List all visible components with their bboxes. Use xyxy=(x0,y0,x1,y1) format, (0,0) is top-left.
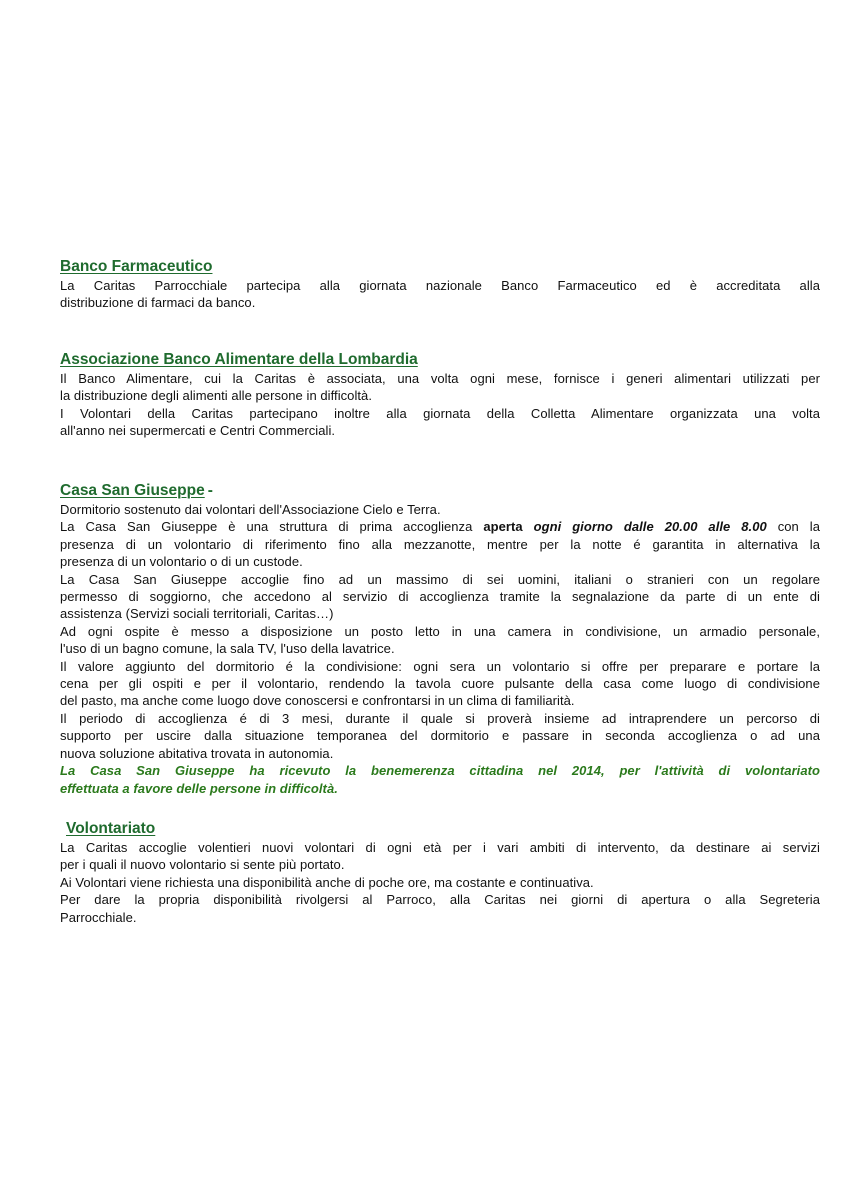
paragraph-line: Dormitorio sostenuto dai volontari dell'Associazione Cielo e Terra. xyxy=(60,502,441,517)
paragraph-line: Parrocchiale. xyxy=(60,909,137,925)
paragraph-line: I Volontari della Caritas partecipano inoltre alla giornata della Colletta Alimentare organizzata una volta xyxy=(60,405,820,421)
paragraph-line: l'uso di un bagno comune, la sala TV, l'uso della lavatrice. xyxy=(60,641,395,657)
paragraph-line: nuova soluzione abitativa trovata in autonomia. xyxy=(60,745,334,761)
section-title: Associazione Banco Alimentare della Lombardia xyxy=(60,351,418,368)
text-run: con la xyxy=(766,519,820,535)
text-run-bold: aperta xyxy=(483,519,534,535)
paragraph-line: presenza di un volontario di riferimento fino alla mezzanotte, mentre per la notte é garantita in alternativa la xyxy=(60,536,820,552)
paragraph-line: Il valore aggiunto del dormitorio é la condivisione: ogni sera un volontario si offre per preparare e portare la xyxy=(60,658,820,674)
section-title-suffix: - xyxy=(207,482,213,499)
paragraph-line: Il periodo di accoglienza é di 3 mesi, durante il quale si proverà insieme ad intraprendere un percorso di xyxy=(60,710,820,726)
paragraph-line: Ad ogni ospite è messo a disposizione un posto letto in una camera in condivisione, un armadio personale, xyxy=(60,623,820,639)
paragraph-line: La Caritas accoglie volentieri nuovi volontari di ogni età per i vari ambiti di intervento, da destinare ai servizi xyxy=(60,840,820,855)
paragraph-line: supporto per uscire dalla situazione temporanea del dormitorio e passare in seconda accoglienza o ad una xyxy=(60,728,820,744)
paragraph-line: permesso di soggiorno, che accedono al servizio di accoglienza tramite la segnalazione da parte di un ente di xyxy=(60,589,820,605)
section-banco-farmaceutico xyxy=(60,258,820,312)
section-volontariato xyxy=(60,820,820,926)
section-banco-alimentare xyxy=(60,351,820,440)
paragraph-line: distribuzione di farmaci da banco. xyxy=(60,295,256,311)
paragraph-line: La Caritas Parrocchiale partecipa alla giornata nazionale Banco Farmaceutico ed è accreditata alla xyxy=(60,278,820,293)
paragraph-line: La Casa San Giuseppe accoglie fino ad un massimo di sei uomini, italiani o stranieri con un regolare xyxy=(60,571,820,587)
paragraph-line: assistenza (Servizi sociali territoriali, Caritas…) xyxy=(60,606,334,622)
paragraph-line: per i quali il nuovo volontario si sente più portato. xyxy=(60,857,345,873)
paragraph-line: presenza di un volontario o di un custode. xyxy=(60,554,303,570)
section-title: Volontariato xyxy=(66,820,156,837)
paragraph-line: la distribuzione degli alimenti alle persone in difficoltà. xyxy=(60,388,372,404)
paragraph-line: Il Banco Alimentare, cui la Caritas è associata, una volta ogni mese, fornisce i generi alimentari utilizzati per xyxy=(60,371,820,386)
section-title: Banco Farmaceutico xyxy=(60,258,213,275)
section-title-text: Casa San Giuseppe xyxy=(60,482,205,499)
paragraph-line: Per dare la propria disponibilità rivolgersi al Parroco, alla Caritas nei giorni di apertura o alla Segreteria xyxy=(60,892,820,908)
paragraph-line: Ai Volontari viene richiesta una disponibilità anche di poche ore, ma costante e continuativa. xyxy=(60,874,594,890)
text-run-bold-italic: ogni giorno dalle 20.00 alle 8.00 xyxy=(533,519,767,535)
text-run: La Casa San Giuseppe è una struttura di prima accoglienza xyxy=(60,519,484,535)
award-line: La Casa San Giuseppe ha ricevuto la benemerenza cittadina nel 2014, per l'attività di volontariato xyxy=(60,763,820,779)
section-casa-san-giuseppe xyxy=(60,482,820,797)
paragraph-line: all'anno nei supermercati e Centri Commerciali. xyxy=(60,423,336,439)
paragraph-line: cena per gli ospiti e per il volontario, rendendo la tavola cuore pulsante della casa come luogo di condivisione xyxy=(60,676,820,692)
award-line: effettuata a favore delle persone in difficoltà. xyxy=(60,780,338,796)
paragraph-line: del pasto, ma anche come luogo dove conoscersi e confrontarsi in un clima di familiarità. xyxy=(60,693,575,709)
paragraph-line xyxy=(60,518,820,535)
section-title xyxy=(60,482,820,500)
